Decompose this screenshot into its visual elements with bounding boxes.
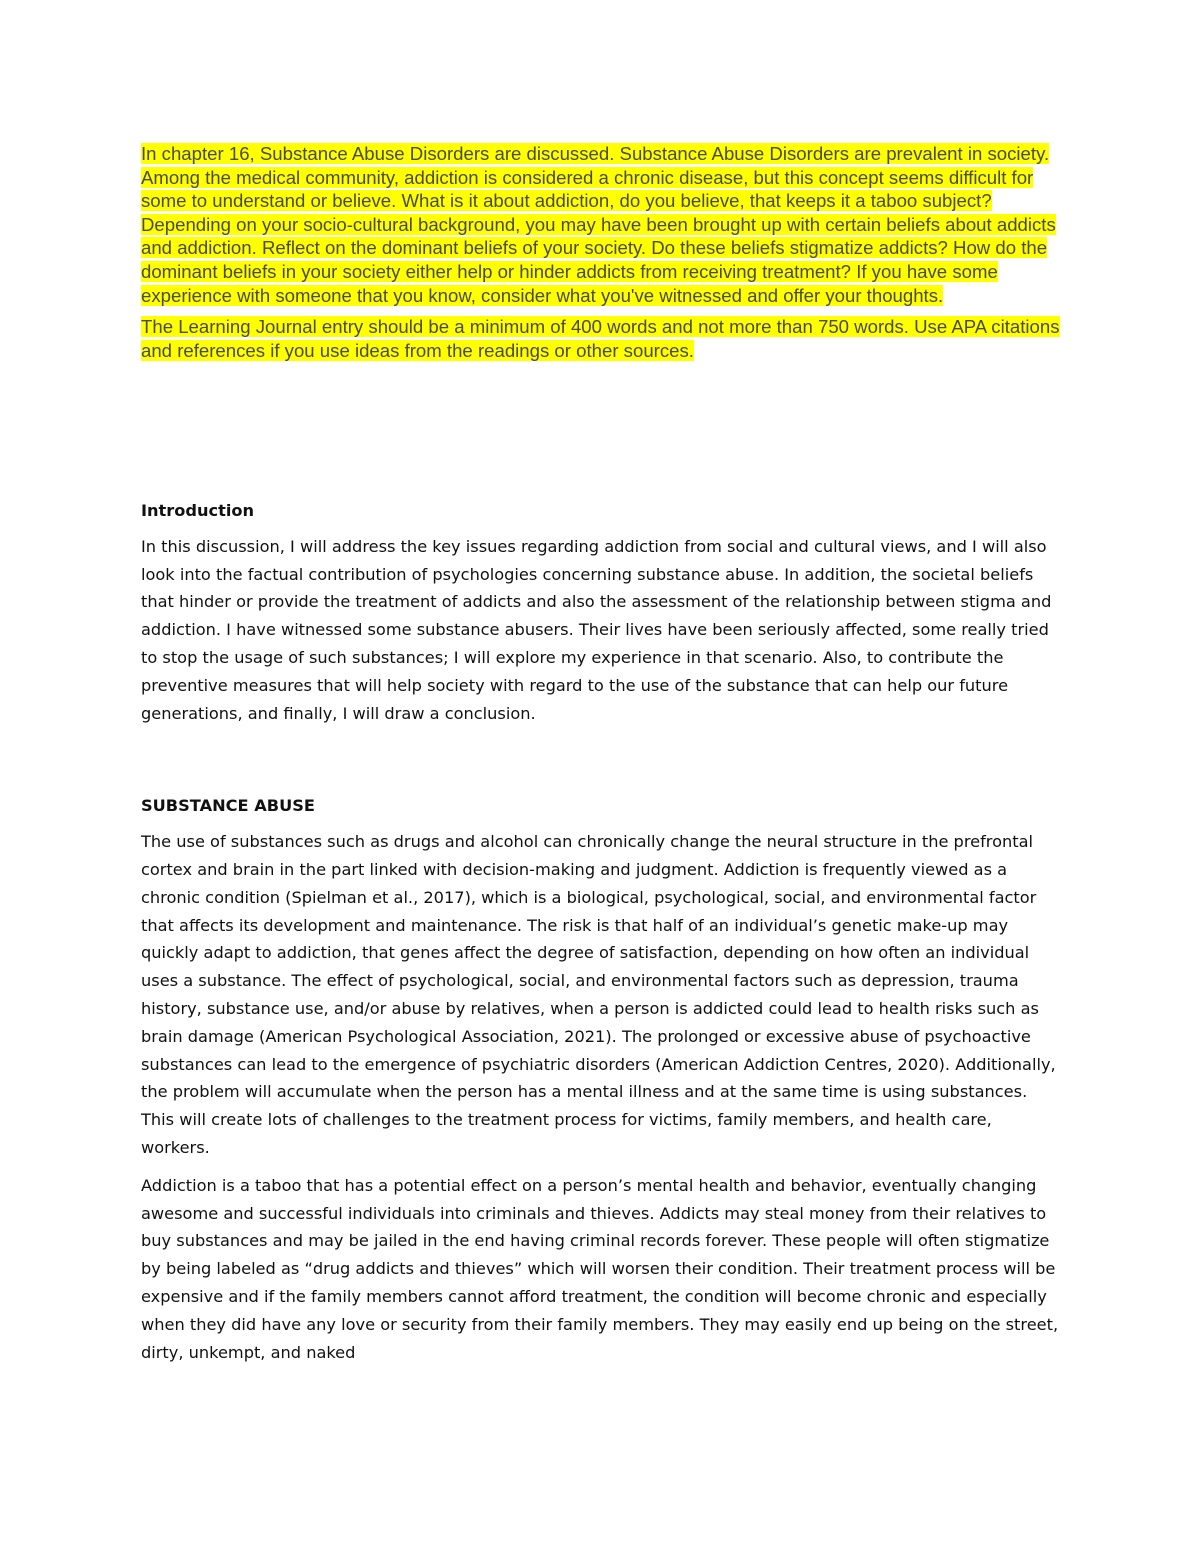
assignment-prompt xyxy=(141,142,1071,362)
essay-body xyxy=(141,497,1061,1366)
section-heading-substance-abuse: SUBSTANCE ABUSE xyxy=(141,796,315,816)
highlighted-text: In chapter 16, Substance Abuse Disorders are discussed. Substance Abuse Disorders are prevalent in society. Among the medical community, addiction is considered a chronic disease, but this concept seems difficult for some to understand or believe. What is it about addiction, do you believe, that keeps it a taboo subject? Depending on your socio-cultural background, you may have been brought up with certain beliefs about addicts and addiction. Reflect on the dominant beliefs of your society. Do these beliefs stigmatize addicts? How do the dominant beliefs in your society either help or hinder addicts from receiving treatment? If you have some experience with someone that you know, consider what you've witnessed and offer your thoughts. xyxy=(141,143,1056,306)
body-paragraph: The use of substances such as drugs and alcohol can chronically change the neural structure in the prefrontal cortex and brain in the part linked with decision-making and judgment. Addiction is frequently viewed as a chronic condition (Spielman et al., 2017), which is a biological, psychological, social, and environmental factor that affects its development and maintenance. The risk is that half of an individual’s genetic make-up may quickly adapt to addiction, that genes affect the degree of satisfaction, depending on how often an individual uses a substance. The effect of psychological, social, and environmental factors such as depression, trauma history, substance use, and/or abuse by relatives, when a person is addicted could lead to health risks such as brain damage (American Psychological Association, 2021). The prolonged or excessive abuse of psychoactive substances can lead to the emergence of psychiatric disorders (American Addiction Centres, 2020). Additionally, the problem will accumulate when the person has a mental illness and at the same time is using substances. This will create lots of challenges to the treatment process for victims, family members, and health care, workers. xyxy=(141,832,1056,1157)
body-paragraph: Addiction is a taboo that has a potential effect on a person’s mental health and behavior, eventually changing awesome and successful individuals into criminals and thieves. Addicts may steal money from their relatives to buy substances and may be jailed in the end having criminal records forever. These people will often stigmatize by being labeled as “drug addicts and thieves” which will worsen their condition. Their treatment process will be expensive and if the family members cannot afford treatment, the condition will become chronic and especially when they did have any love or security from their family members. They may easily end up being on the street, dirty, unkempt, and naked xyxy=(141,1175,1059,1362)
prompt-paragraph xyxy=(141,315,1071,362)
introduction-paragraph: In this discussion, I will address the key issues regarding addiction from social and cultural views, and I will also look into the factual contribution of psychologies concerning substance abuse. In addition, the societal beliefs that hinder or provide the treatment of addicts and also the assessment of the relationship between stigma and addiction. I have witnessed some substance abusers. Their lives have been seriously affected, some really tried to stop the usage of such substances; I will explore my experience in that scenario. Also, to contribute the preventive measures that will help society with regard to the use of the substance that can help our future generations, and finally, I will draw a conclusion. xyxy=(141,536,1052,723)
highlighted-text: The Learning Journal entry should be a minimum of 400 words and not more than 750 words. Use APA citations and references if you use ideas from the readings or other sources. xyxy=(141,316,1060,361)
prompt-paragraph xyxy=(141,142,1071,307)
section-heading-introduction: Introduction xyxy=(141,501,255,520)
